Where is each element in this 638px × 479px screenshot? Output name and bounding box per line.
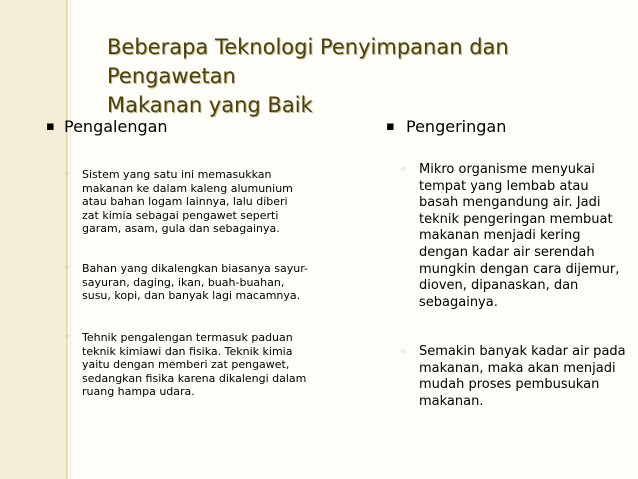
item-line: makanan, maka akan menjadi bbox=[419, 360, 616, 376]
list-item bbox=[64, 168, 293, 236]
item-line: sedangkan fisika karena dikalengi dalam bbox=[82, 371, 307, 385]
item-line: Tehnik pengalengan termasuk paduan bbox=[82, 331, 293, 344]
item-line: Semakin banyak kadar air pada bbox=[419, 344, 626, 359]
item-line: sebagainya. bbox=[419, 294, 498, 310]
item-line: Sistem yang satu ini memasukkan bbox=[82, 168, 272, 181]
item-line: tempat yang lembab atau bbox=[419, 178, 589, 194]
item-line: makanan ke dalam kaleng alumunium bbox=[82, 181, 293, 195]
item-line: makanan. bbox=[419, 393, 484, 409]
item-line: yaitu dengan memberi zat pengawet, bbox=[82, 358, 290, 371]
slide-title-line-2: Makanan yang Baik bbox=[107, 93, 313, 117]
decorative-divider-line-thin bbox=[70, 0, 71, 479]
right-heading-label: Pengeringan bbox=[406, 117, 507, 136]
item-line: atau bahan logam lainnya, lalu diberi bbox=[82, 195, 288, 208]
list-item bbox=[64, 331, 306, 399]
item-line: sayuran, daging, ikan, buah-buahan, bbox=[82, 275, 285, 289]
item-line: susu, kopi, dan banyak lagi macamnya. bbox=[82, 289, 301, 302]
item-line: mudah proses pembusukan bbox=[419, 377, 600, 393]
item-line: Mikro organisme menyukai bbox=[419, 162, 595, 177]
circle-bullet-icon: ◦ bbox=[400, 345, 407, 358]
item-line: mungkin dengan cara dijemur, bbox=[419, 261, 620, 277]
circle-bullet-icon: ◦ bbox=[64, 169, 70, 180]
item-line: garam, asam, gula dan sebagainya. bbox=[82, 222, 280, 235]
item-line: teknik kimiawi dan fisika. Teknik kimia bbox=[82, 344, 293, 358]
list-item bbox=[64, 262, 308, 303]
item-line: dengan kadar air serendah bbox=[419, 244, 595, 260]
item-line: basah mengandung air. Jadi bbox=[419, 195, 601, 211]
item-line: makanan menjadi kering bbox=[419, 228, 581, 244]
item-line: zat kimia sebagai pengawet seperti bbox=[82, 208, 279, 222]
item-line: Bahan yang dikalengkan biasanya sayur- bbox=[82, 262, 308, 275]
left-heading-label: Pengalengan bbox=[64, 117, 168, 136]
decorative-left-band bbox=[0, 0, 66, 479]
decorative-divider-line bbox=[66, 0, 68, 479]
slide-title-line-1: Beberapa Teknologi Penyimpanan dan Pengawetan bbox=[107, 35, 509, 88]
square-bullet-icon: ▪ bbox=[46, 119, 55, 134]
circle-bullet-icon: ◦ bbox=[64, 332, 70, 343]
list-item bbox=[400, 344, 626, 410]
item-line: teknik pengeringan membuat bbox=[419, 211, 613, 227]
item-line: dioven, dipanaskan, dan bbox=[419, 278, 579, 294]
circle-bullet-icon: ◦ bbox=[400, 163, 407, 176]
slide-title bbox=[107, 33, 627, 120]
list-item bbox=[400, 162, 619, 311]
square-bullet-icon: ▪ bbox=[386, 119, 395, 134]
item-line: ruang hampa udara. bbox=[82, 385, 195, 398]
circle-bullet-icon: ◦ bbox=[64, 263, 70, 274]
